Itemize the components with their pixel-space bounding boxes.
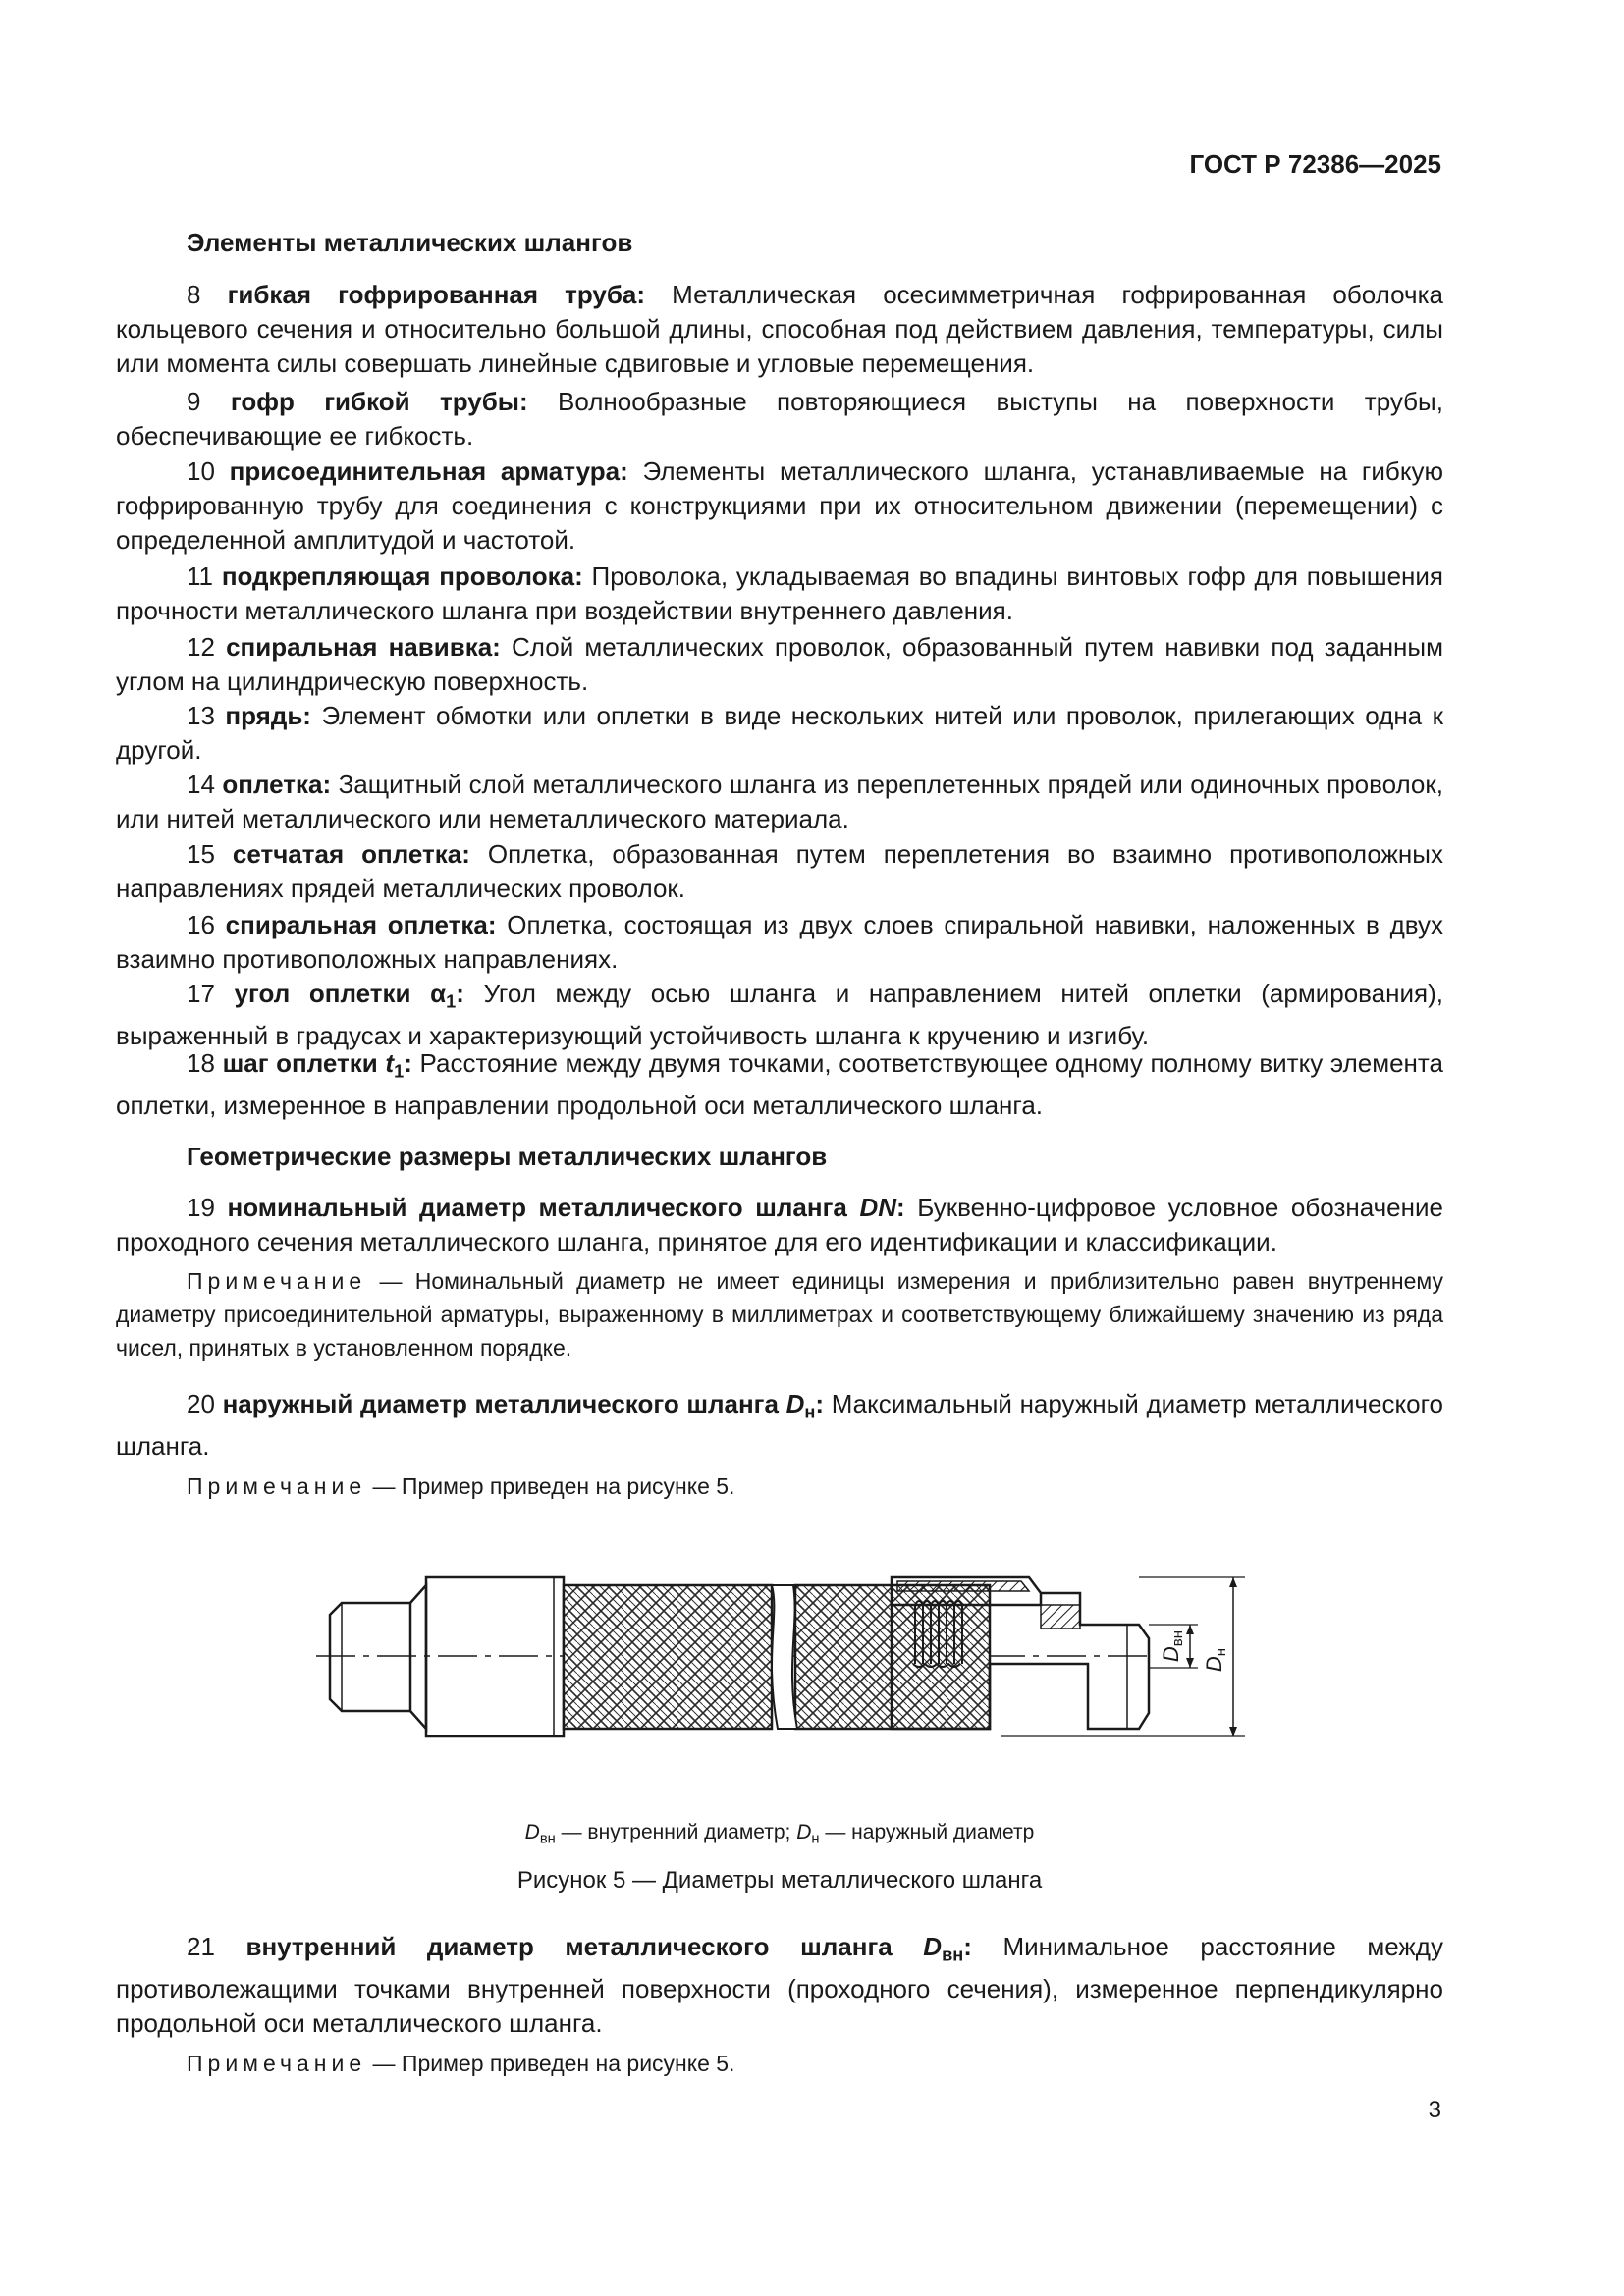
note-20: Примечание — Пример приведен на рисунке 5. xyxy=(187,1473,735,1499)
note-21: Примечание — Пример приведен на рисунке 5. xyxy=(187,2051,735,2076)
term-19: 19 номинальный диаметр металлического шланга DN: Буквенно-цифровое условное обозначение проходного сечения металлического шланга, принятое для его идентификации и классификации. xyxy=(116,1193,1443,1256)
section-title-elements: Элементы металлических шлангов xyxy=(187,228,633,257)
section-title-geometry: Геометрические размеры металлических шлангов xyxy=(187,1142,828,1171)
dim-label-inner xyxy=(1159,1630,1186,1662)
term-13: 13 прядь: Элемент обмотки или оплетки в виде нескольких нитей или проволок, прилегающих одна к другой. xyxy=(116,701,1443,765)
term-15: 15 сетчатая оплетка: Оплетка, образованная путем переплетения во взаимно противоположных направлениях прядей металлических проволок. xyxy=(116,839,1443,903)
term-11: 11 подкрепляющая проволока: Проволока, укладываемая во впадины винтовых гофр для повышения прочности металлического шланга при воздействии внутреннего давления. xyxy=(116,561,1444,625)
dim-label-outer xyxy=(1202,1648,1229,1672)
svg-text:Dн: Dн xyxy=(1202,1647,1229,1673)
document-code: ГОСТ Р 72386—2025 xyxy=(1189,149,1441,179)
term-16: 16 спиральная оплетка: Оплетка, состоящая из двух слоев спиральной навивки, наложенных в двух взаимно противоположных направлениях. xyxy=(116,910,1443,974)
page-number: 3 xyxy=(1428,2097,1441,2123)
figure-legend: $D_{вн}$ — внутренний диаметр; $D_н$ — наружный диаметр xyxy=(524,1821,1035,1847)
term-10: 10 присоединительная арматура: Элементы металлического шланга, устанавливаемые на гибкую гофрированную трубу для соединения с конструкциями при их относительном движении (перемещении) с определенной амплитудой и частотой. xyxy=(116,456,1443,555)
term-18: 18 шаг оплетки $t_1$: Расстояние между двумя точками, соответствующее одному полному витку элемента оплетки, измеренное в направлении продольной оси металлического шланга. xyxy=(116,1048,1443,1121)
figure-5-hose-drawing xyxy=(295,1517,1267,1801)
term-12: 12 спиральная навивка: Слой металлических проволок, образованный путем навивки под заданным углом на цилиндрическую поверхность. xyxy=(116,632,1443,696)
svg-text:Dвн: Dвн xyxy=(1159,1629,1186,1663)
term-20: 20 наружный диаметр металлического шланга $D_н$: Максимальный наружный диаметр металлического шланга. xyxy=(116,1389,1443,1462)
term-9: 9 гофр гибкой трубы: Волнообразные повторяющиеся выступы на поверхности трубы, обеспечивающие ее гибкость. xyxy=(116,387,1443,451)
term-17: 17 угол оплетки $\alpha_1$: Угол между осью шланга и направлением нитей оплетки (армирования), выраженный в градусах и характеризующий устойчивость шланга к кручению и изгибу. xyxy=(116,979,1443,1051)
term-14: 14 оплетка: Защитный слой металлического шланга из переплетенных прядей или одиночных проволок, или нитей металлического или неметаллического материала. xyxy=(116,770,1443,833)
figure-caption: Рисунок 5 — Диаметры металлического шланга xyxy=(516,1867,1043,1894)
term-21: 21 внутренний диаметр металлического шланга $D_{вн}$: Минимальное расстояние между противолежащими точками внутренней поверхности (проходного сечения), измеренное перпендикулярно продольной оси металлического шланга. xyxy=(116,1932,1443,2039)
note-19: Примечание — Номинальный диаметр не имеет единицы измерения и приблизительно равен внутреннему диаметру присоединительной арматуры, выраженному в миллиметрах и соответствующему ближайшему значению из ряда чисел, принятых в установленном порядке. xyxy=(116,1268,1443,1361)
term-8: 8 гибкая гофрированная труба: Металлическая осесимметричная гофрированная оболочка кольцевого сечения и относительно большой длины, способная под действием давления, температуры, силы или момента силы совершать линейные сдвиговые и угловые перемещения. xyxy=(116,280,1443,378)
